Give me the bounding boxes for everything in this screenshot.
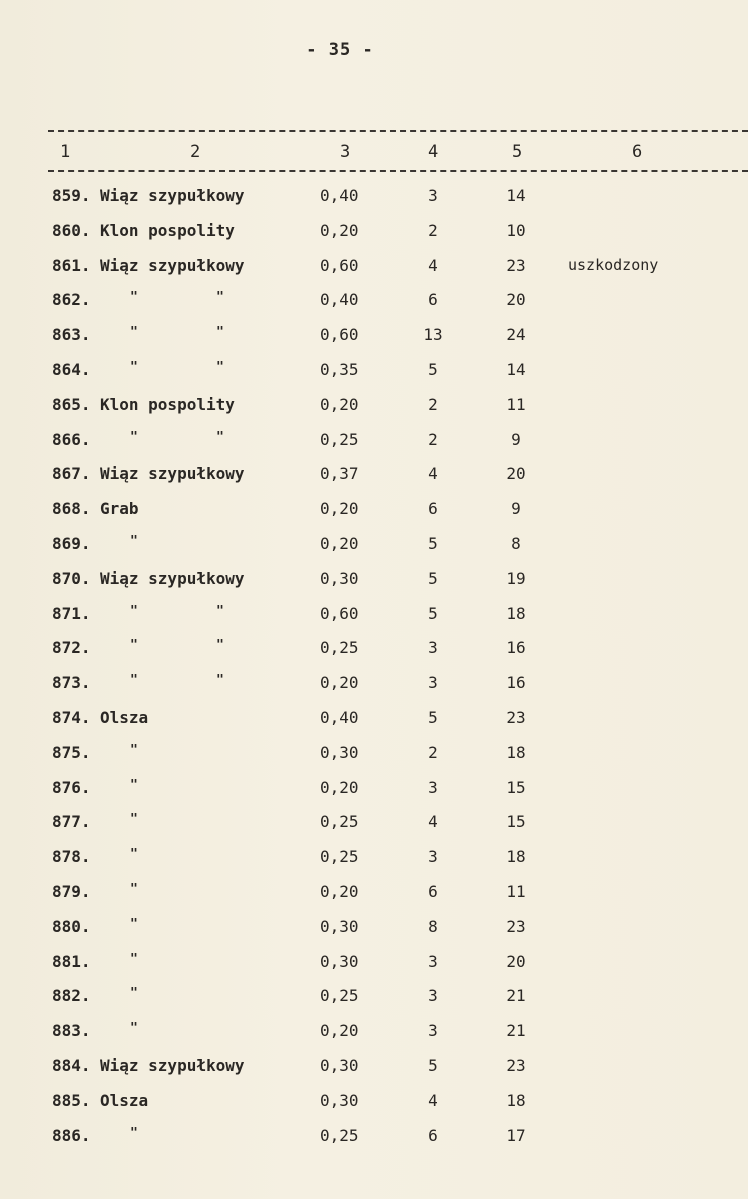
column-4-value: 3 bbox=[428, 777, 438, 797]
diameter-value: 0,20 bbox=[320, 673, 359, 693]
column-5-value: 18 bbox=[506, 1090, 526, 1110]
row-number: 865. bbox=[52, 394, 91, 414]
table-row bbox=[0, 952, 748, 986]
table-row bbox=[0, 882, 748, 916]
table-row bbox=[0, 325, 748, 359]
column-4-value: 5 bbox=[428, 603, 438, 623]
table-row bbox=[0, 986, 748, 1020]
column-5-value: 10 bbox=[506, 220, 526, 240]
diameter-value: 0,30 bbox=[320, 568, 359, 588]
column-5-value: 21 bbox=[506, 986, 526, 1006]
table-row bbox=[0, 847, 748, 881]
table-row bbox=[0, 499, 748, 533]
diameter-value: 0,60 bbox=[320, 325, 359, 345]
table-row bbox=[0, 186, 748, 220]
tree-species: Wiąz szypułkowy bbox=[100, 464, 245, 484]
tree-species: " bbox=[130, 1021, 138, 1037]
tree-species: " bbox=[130, 986, 138, 1002]
diameter-value: 0,40 bbox=[320, 290, 359, 310]
tree-species: " bbox=[130, 916, 138, 932]
row-number: 884. bbox=[52, 1056, 91, 1075]
diameter-value: 0,25 bbox=[320, 638, 359, 658]
table-row bbox=[0, 638, 748, 672]
row-number: 866. bbox=[52, 429, 91, 449]
tree-species: Olsza bbox=[100, 1090, 149, 1110]
column-5-value: 15 bbox=[506, 777, 526, 797]
diameter-value: 0,20 bbox=[320, 394, 359, 414]
row-number: 883. bbox=[52, 1021, 91, 1041]
tree-species: " bbox=[130, 742, 138, 758]
column-5-value: 21 bbox=[506, 1021, 526, 1041]
diameter-value: 0,37 bbox=[320, 464, 359, 484]
row-number: 859. bbox=[52, 186, 91, 205]
diameter-value: 0,30 bbox=[320, 916, 359, 936]
table-row bbox=[0, 290, 748, 324]
column-5-value: 16 bbox=[506, 638, 526, 658]
diameter-value: 0,30 bbox=[320, 742, 359, 762]
table-row bbox=[0, 673, 748, 707]
table-row bbox=[0, 743, 748, 777]
column-5-value: 18 bbox=[506, 847, 526, 867]
tree-species: " bbox=[130, 673, 138, 689]
column-4-value: 3 bbox=[428, 638, 438, 658]
column-4-value: 4 bbox=[428, 812, 438, 832]
column-4-value: 4 bbox=[428, 464, 438, 484]
table-row bbox=[0, 1056, 748, 1090]
diameter-value: 0,25 bbox=[320, 986, 359, 1006]
row-number: 867. bbox=[52, 464, 91, 484]
table-row bbox=[0, 569, 748, 603]
tree-species: " bbox=[130, 603, 138, 619]
column-5-value: 9 bbox=[511, 499, 521, 519]
row-number: 877. bbox=[52, 812, 91, 832]
row-number: 863. bbox=[52, 325, 91, 345]
diameter-value: 0,20 bbox=[320, 534, 359, 553]
table-row bbox=[0, 464, 748, 498]
column-4-value: 3 bbox=[428, 1021, 438, 1041]
row-number: 886. bbox=[52, 1125, 91, 1145]
column-4-value: 8 bbox=[428, 916, 438, 936]
column-5-value: 16 bbox=[506, 673, 526, 693]
column-5-value: 11 bbox=[506, 882, 526, 901]
diameter-value: 0,20 bbox=[320, 777, 359, 797]
table-row bbox=[0, 256, 748, 290]
row-number: 870. bbox=[52, 568, 91, 588]
column-5-value: 23 bbox=[506, 708, 526, 727]
diameter-value: 0,20 bbox=[320, 882, 359, 901]
tree-species: Klon pospolity bbox=[100, 394, 235, 414]
column-4-value: 3 bbox=[428, 951, 438, 971]
row-number: 874. bbox=[52, 708, 91, 727]
column-4-value: 5 bbox=[428, 360, 438, 379]
table-row bbox=[0, 360, 748, 394]
tree-species: " bbox=[130, 325, 138, 341]
column-4-value: 13 bbox=[423, 325, 443, 345]
column-4-value: 3 bbox=[428, 847, 438, 867]
column-5-value: 24 bbox=[506, 325, 526, 345]
ditto-mark: " bbox=[216, 638, 224, 654]
diameter-value: 0,20 bbox=[320, 499, 359, 519]
column-5-value: 18 bbox=[506, 603, 526, 623]
tree-species: Olsza bbox=[100, 708, 149, 727]
column-4-value: 6 bbox=[428, 499, 438, 519]
ditto-mark: " bbox=[216, 429, 224, 445]
tree-species: Grab bbox=[100, 499, 139, 519]
table-row bbox=[0, 395, 748, 429]
ditto-mark: " bbox=[216, 603, 224, 619]
diameter-value: 0,35 bbox=[320, 360, 359, 379]
column-header-2: 2 bbox=[190, 142, 201, 162]
row-number: 872. bbox=[52, 638, 91, 658]
tree-species: " bbox=[130, 290, 138, 306]
ditto-mark: " bbox=[216, 325, 224, 341]
tree-species: " bbox=[130, 360, 138, 375]
column-4-value: 4 bbox=[428, 255, 438, 275]
ditto-mark: " bbox=[216, 360, 224, 375]
tree-species: " bbox=[130, 812, 138, 828]
tree-species: Wiąz szypułkowy bbox=[100, 186, 245, 205]
row-number: 862. bbox=[52, 290, 91, 310]
diameter-value: 0,20 bbox=[320, 1021, 359, 1041]
column-5-value: 14 bbox=[506, 186, 526, 205]
row-number: 864. bbox=[52, 360, 91, 379]
row-number: 861. bbox=[52, 255, 91, 275]
table-row bbox=[0, 917, 748, 951]
column-5-value: 23 bbox=[506, 255, 526, 275]
ditto-mark: " bbox=[216, 673, 224, 689]
table-row bbox=[0, 778, 748, 812]
tree-species: " bbox=[130, 638, 138, 654]
table-row bbox=[0, 812, 748, 846]
row-number: 869. bbox=[52, 534, 91, 553]
column-5-value: 20 bbox=[506, 951, 526, 971]
table-row bbox=[0, 430, 748, 464]
tree-species: " bbox=[130, 1125, 138, 1141]
row-number: 860. bbox=[52, 220, 91, 240]
column-4-value: 4 bbox=[428, 1090, 438, 1110]
diameter-value: 0,30 bbox=[320, 951, 359, 971]
row-number: 868. bbox=[52, 499, 91, 519]
column-5-value: 19 bbox=[506, 568, 526, 588]
tree-species: " bbox=[130, 951, 138, 967]
diameter-value: 0,25 bbox=[320, 1125, 359, 1145]
tree-species: Wiąz szypułkowy bbox=[100, 255, 245, 275]
remarks: uszkodzony bbox=[568, 255, 659, 274]
column-4-value: 5 bbox=[428, 568, 438, 588]
column-5-value: 20 bbox=[506, 464, 526, 484]
column-4-value: 2 bbox=[428, 394, 438, 414]
column-4-value: 6 bbox=[428, 290, 438, 310]
table-row bbox=[0, 1126, 748, 1160]
table-row bbox=[0, 1021, 748, 1055]
column-5-value: 11 bbox=[506, 394, 526, 414]
column-5-value: 23 bbox=[506, 916, 526, 936]
diameter-value: 0,40 bbox=[320, 186, 359, 205]
row-number: 879. bbox=[52, 882, 91, 901]
column-header-4: 4 bbox=[428, 142, 439, 162]
table-row bbox=[0, 604, 748, 638]
column-5-value: 20 bbox=[506, 290, 526, 310]
page-number: - 35 - bbox=[306, 40, 374, 60]
row-number: 885. bbox=[52, 1090, 91, 1110]
table-row bbox=[0, 1091, 748, 1125]
tree-species: " bbox=[130, 777, 138, 793]
column-5-value: 14 bbox=[506, 360, 526, 379]
row-number: 871. bbox=[52, 603, 91, 623]
table-row bbox=[0, 708, 748, 742]
row-number: 882. bbox=[52, 986, 91, 1006]
row-number: 881. bbox=[52, 951, 91, 971]
column-4-value: 2 bbox=[428, 429, 438, 449]
diameter-value: 0,30 bbox=[320, 1090, 359, 1110]
column-5-value: 9 bbox=[511, 429, 521, 449]
tree-species: " bbox=[130, 847, 138, 863]
table-row bbox=[0, 221, 748, 255]
column-header-6: 6 bbox=[632, 142, 643, 162]
tree-species: " bbox=[130, 534, 138, 549]
diameter-value: 0,60 bbox=[320, 255, 359, 275]
column-4-value: 5 bbox=[428, 534, 438, 553]
column-4-value: 6 bbox=[428, 1125, 438, 1145]
column-5-value: 17 bbox=[506, 1125, 526, 1145]
column-5-value: 15 bbox=[506, 812, 526, 832]
tree-species: " bbox=[130, 882, 138, 897]
table-top-rule bbox=[48, 130, 748, 132]
row-number: 878. bbox=[52, 847, 91, 867]
column-4-value: 6 bbox=[428, 882, 438, 901]
diameter-value: 0,60 bbox=[320, 603, 359, 623]
diameter-value: 0,25 bbox=[320, 847, 359, 867]
tree-species: " bbox=[130, 429, 138, 445]
table-header-rule bbox=[48, 170, 748, 172]
diameter-value: 0,20 bbox=[320, 220, 359, 240]
row-number: 880. bbox=[52, 916, 91, 936]
tree-species: Wiąz szypułkowy bbox=[100, 1056, 245, 1075]
tree-species: Wiąz szypułkowy bbox=[100, 568, 245, 588]
diameter-value: 0,30 bbox=[320, 1056, 359, 1075]
column-4-value: 3 bbox=[428, 673, 438, 693]
column-header-5: 5 bbox=[512, 142, 523, 162]
column-4-value: 2 bbox=[428, 220, 438, 240]
table-row bbox=[0, 534, 748, 568]
column-5-value: 23 bbox=[506, 1056, 526, 1075]
tree-species: Klon pospolity bbox=[100, 220, 235, 240]
row-number: 876. bbox=[52, 777, 91, 797]
diameter-value: 0,25 bbox=[320, 812, 359, 832]
diameter-value: 0,40 bbox=[320, 708, 359, 727]
column-5-value: 8 bbox=[511, 534, 521, 553]
diameter-value: 0,25 bbox=[320, 429, 359, 449]
column-4-value: 3 bbox=[428, 986, 438, 1006]
column-4-value: 3 bbox=[428, 186, 438, 205]
column-5-value: 18 bbox=[506, 742, 526, 762]
column-4-value: 5 bbox=[428, 1056, 438, 1075]
column-4-value: 5 bbox=[428, 708, 438, 727]
row-number: 873. bbox=[52, 673, 91, 693]
column-header-1: 1 bbox=[60, 142, 71, 162]
column-4-value: 2 bbox=[428, 742, 438, 762]
column-header-3: 3 bbox=[340, 142, 351, 162]
row-number: 875. bbox=[52, 742, 91, 762]
ditto-mark: " bbox=[216, 290, 224, 306]
